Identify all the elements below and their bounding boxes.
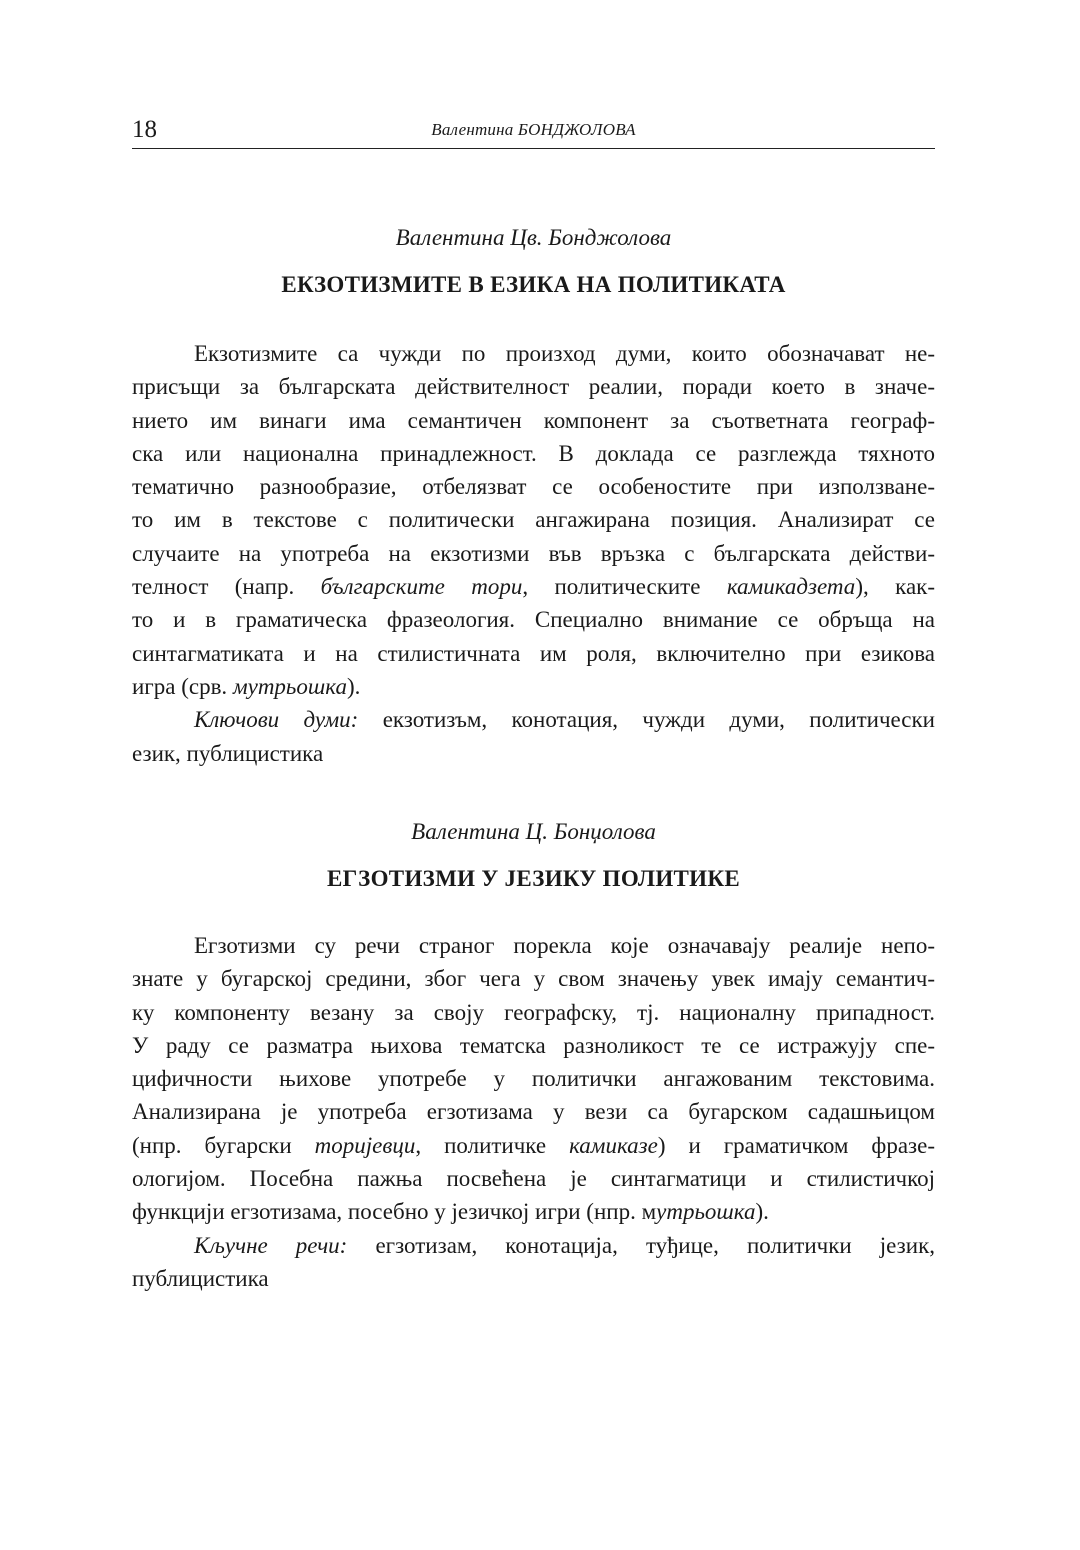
- keywords-line: език, публицистика: [132, 740, 324, 766]
- abstract-bg: [132, 337, 935, 770]
- abstract-line: нието им винаги има семантичен компонент за съответната географ-: [132, 407, 935, 433]
- abstract-line: то и в граматическа фразеология. Специално внимание се обръща на: [132, 607, 935, 633]
- abstract-line: присъщи за българската действителност реалии, поради което в значе-: [132, 374, 935, 400]
- abstract-line: случаите на употреба на екзотизми във връзка с българската действи-: [132, 540, 935, 566]
- title-sr: ЕГЗОТИЗМИ У ЈЕЗИКУ ПОЛИТИКЕ: [327, 866, 740, 891]
- abstract-line: знате у бугарској средини, због чега у свом значењу увек имају семантич-: [132, 966, 935, 992]
- italic-term: мутрьошка: [232, 673, 347, 699]
- italic-term: българските тори: [320, 574, 523, 600]
- italic-term: камикадзета: [726, 574, 856, 600]
- abstract-line: Егзотизми су речи страног порекла које означавају реалије непо-: [194, 933, 935, 958]
- abstract-line: игра (срв. мутрьошка).: [132, 673, 361, 699]
- keywords-line: публицистика: [132, 1265, 269, 1291]
- abstract-line: тематично разнообразие, отбелязват се особеностите при използване-: [132, 474, 935, 500]
- abstract-line: ку компоненту везану за своју географску, тј. националну припадност.: [132, 999, 935, 1025]
- author-bg: Валентина Цв. Бонджолова: [395, 225, 672, 250]
- italic-term: камиказе: [569, 1132, 658, 1158]
- keywords-label: Ключови думи:: [194, 707, 359, 733]
- abstract-line: синтагматиката и на стилистичната им роля, включително при езикова: [132, 640, 935, 666]
- abstract-line: телност (напр. българските тори, политическите камикадзета), как-: [132, 574, 935, 600]
- abstract-line: то им в текстове с политически ангажирана позиция. Анализират се: [132, 507, 935, 533]
- keywords-line: Кључне речи: егзотизам, конотација, туђице, политички језик,: [194, 1232, 935, 1258]
- keywords-line: Ключови думи: екзотизъм, конотация, чужди думи, политически: [194, 707, 935, 733]
- page-header: [132, 114, 935, 149]
- abstract-line: Анализирана је употреба егзотизама у вези са бугарском садашњицом: [132, 1099, 935, 1125]
- abstract-line: функцији егзотизама, посебно у језичкој игри (нпр. мутрьошка).: [132, 1199, 769, 1225]
- italic-term: утрьошка: [656, 1199, 756, 1225]
- abstract-line: У раду се разматра њихова тематска разноликост те се истражују спе-: [132, 1032, 935, 1058]
- keywords-label: Кључне речи:: [194, 1232, 348, 1258]
- abstract-line: ска или национална принадлежност. В доклада се разглежда тяхното: [132, 440, 935, 466]
- abstract-sr: [132, 929, 935, 1295]
- author-sr: Валентина Ц. Бонџолова: [411, 819, 656, 844]
- abstract-line: цифичности њихове употребе у политички ангажованим текстовима.: [132, 1066, 935, 1092]
- running-head: Валентина БОНДЖОЛОВА: [431, 120, 636, 139]
- abstract-line: Екзотизмите са чужди по произход думи, които обозначават не-: [194, 341, 935, 366]
- abstract-line: (нпр. бугарски торијевци, политичке камиказе) и граматичком фразе-: [132, 1132, 935, 1158]
- abstract-line: ологијом. Посебна пажња посвећена је синтагматици и стилистичкој: [132, 1166, 935, 1192]
- page-number: 18: [132, 116, 157, 143]
- italic-term: торијевци: [314, 1132, 416, 1158]
- title-bg: ЕКЗОТИЗМИТЕ В ЕЗИКА НА ПОЛИТИКАТА: [281, 272, 786, 297]
